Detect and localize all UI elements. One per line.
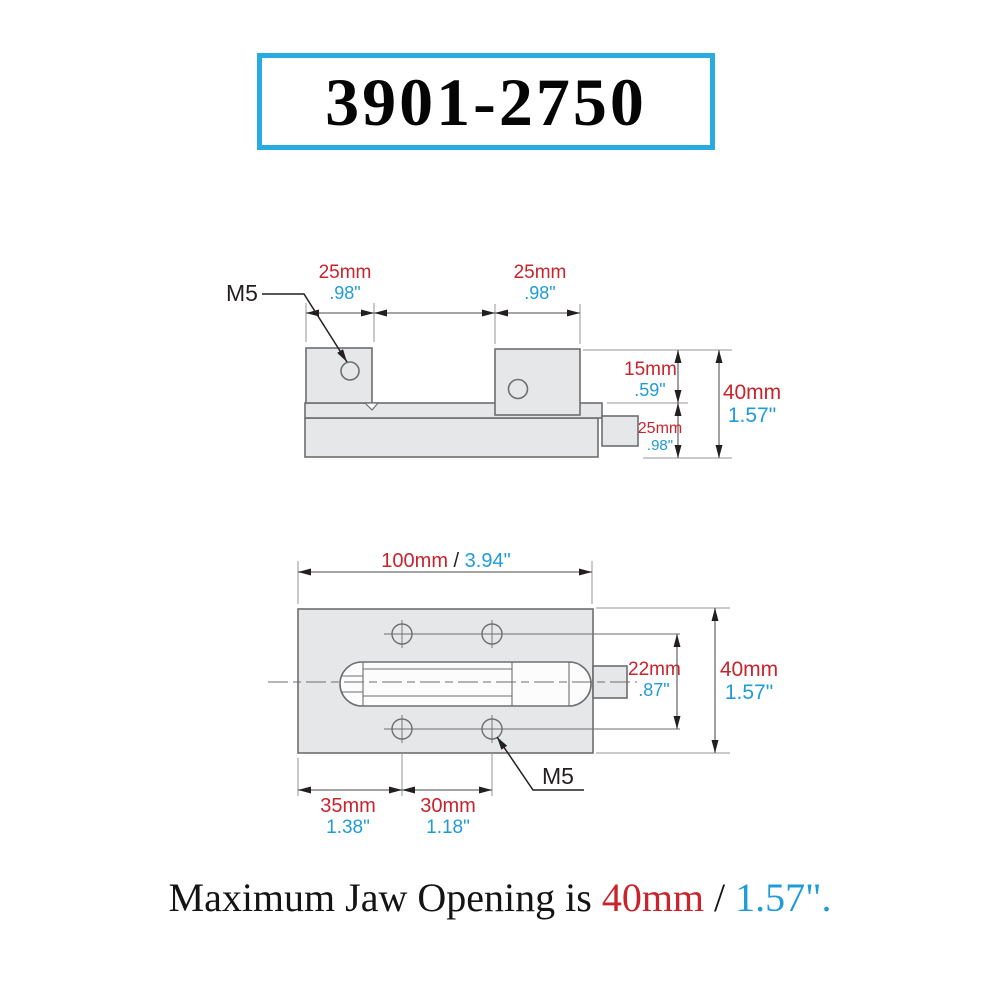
side-screw-shaft bbox=[602, 416, 638, 446]
top-view bbox=[298, 609, 627, 753]
side-m5-label: M5 bbox=[226, 280, 258, 306]
side-right-jaw-mm: 25mm bbox=[513, 262, 567, 283]
side-jaw-height-dim bbox=[624, 360, 676, 400]
side-total-height-mm: 40mm bbox=[722, 381, 782, 404]
side-left-jaw-mm: 25mm bbox=[318, 262, 372, 283]
top-width-mm: 40mm bbox=[719, 658, 779, 681]
caption bbox=[0, 874, 1000, 921]
top-width-inch: 1.57" bbox=[724, 681, 774, 704]
side-left-jaw-inch: .98" bbox=[329, 283, 361, 303]
side-total-height-inch: 1.57" bbox=[727, 404, 777, 427]
top-hole-row-spacing-dim bbox=[628, 660, 680, 700]
top-hole-to-hole-inch: 1.18" bbox=[426, 817, 470, 838]
top-length-inch: 3.94" bbox=[464, 550, 511, 572]
top-width-dim bbox=[718, 658, 780, 704]
top-length-separator: / bbox=[448, 550, 465, 572]
side-movable-jaw bbox=[495, 349, 580, 415]
side-base-height-inch: .98" bbox=[646, 437, 674, 454]
top-hole-row-spacing-mm: 22mm bbox=[628, 659, 681, 680]
caption-imperial-value: 1.57". bbox=[735, 875, 832, 920]
top-hole-to-hole-dim bbox=[410, 795, 486, 839]
top-hole-to-hole-mm: 30mm bbox=[420, 795, 476, 817]
top-hole-row-spacing-inch: .87" bbox=[638, 680, 670, 700]
side-fixed-jaw bbox=[306, 348, 372, 403]
top-m5-label: M5 bbox=[542, 763, 574, 789]
side-base bbox=[305, 418, 598, 457]
side-base-height-mm: 25mm bbox=[637, 420, 683, 437]
side-base-height-dim bbox=[636, 420, 684, 454]
side-movable-jaw-hole bbox=[509, 380, 528, 399]
caption-metric-value: 40mm bbox=[601, 875, 705, 920]
top-edge-to-hole-inch: 1.38" bbox=[326, 817, 370, 838]
caption-separator: / bbox=[704, 875, 736, 920]
side-jaw-height-inch: .59" bbox=[634, 380, 666, 400]
side-view bbox=[305, 348, 638, 457]
side-jaw-height-mm: 15mm bbox=[624, 359, 677, 380]
top-edge-to-hole-dim bbox=[310, 795, 386, 839]
side-left-jaw-dim bbox=[308, 262, 382, 304]
top-edge-to-hole-mm: 35mm bbox=[320, 795, 376, 817]
top-length-dim bbox=[336, 550, 556, 573]
side-right-jaw-dim bbox=[503, 262, 577, 304]
side-fixed-jaw-hole bbox=[341, 362, 359, 380]
part-number: 3901-2750 bbox=[325, 63, 647, 140]
side-right-jaw-inch: .98" bbox=[524, 283, 556, 303]
top-length-mm: 100mm bbox=[381, 550, 448, 572]
side-total-height-dim bbox=[720, 381, 784, 427]
caption-prefix: Maximum Jaw Opening is bbox=[168, 875, 602, 920]
